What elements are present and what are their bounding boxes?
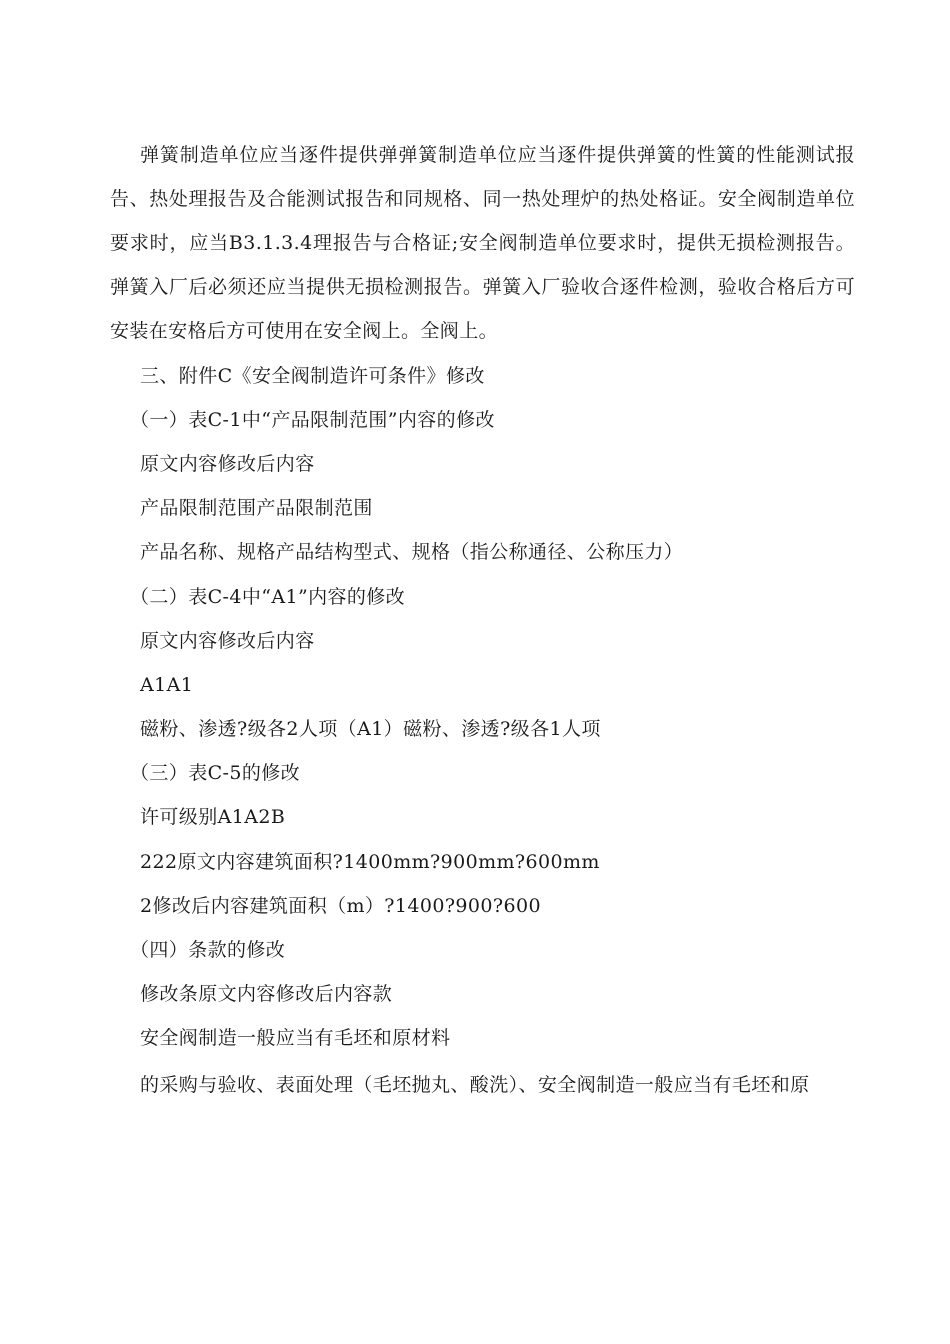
text-line: 产品名称、规格产品结构型式、规格（指公称通径、公称压力） (140, 541, 684, 563)
subsection-table-c4: （二）表C-4中“A1”内容的修改 (130, 586, 406, 608)
text-line: 原文内容修改后内容 (140, 630, 315, 652)
text-line: 修改条原文内容修改后内容款 (140, 983, 393, 1005)
text-line: 安全阀制造一般应当有毛坯和原材料 (140, 1027, 451, 1049)
section-heading-attachment-c: 三、附件C《安全阀制造许可条件》修改 (140, 365, 485, 387)
subsection-table-c5: （三）表C-5的修改 (130, 762, 301, 784)
text-line: 2修改后内容建筑面积（m）?1400?900?600 (140, 895, 541, 917)
paragraph-procurement: 的采购与验收、表面处理（毛坯抛丸、酸洗）、安全阀制造一般应当有毛坯和原 (140, 1074, 810, 1096)
text-line: 原文内容修改后内容 (140, 453, 315, 475)
text-line: A1A1 (140, 674, 194, 696)
text-line: 许可级别A1A2B (140, 806, 286, 828)
text-line: 222原文内容建筑面积?1400mm?900mm?600mm (140, 851, 600, 873)
text-line: 产品限制范围产品限制范围 (140, 497, 373, 519)
subsection-clause-changes: （四）条款的修改 (130, 939, 286, 961)
subsection-table-c1: （一）表C-1中“产品限制范围”内容的修改 (130, 409, 495, 431)
text-line: 磁粉、渗透?级各2人项（A1）磁粉、渗透?级各1人项 (140, 718, 601, 740)
paragraph-spring-requirements: 弹簧制造单位应当逐件提供弹弹簧制造单位应当逐件提供弹簧的性簧的性能测试报告、热处理报告及合能测试报告和同规格、同一热处理炉的热处格证。安全阀制造单位要求时，应当B3.1.3.4理报告与合格证;安全阀制造单位要求时，提供无损检测报告。弹簧入厂后必须还应当提供无损检测报告。弹簧入厂验收合逐件检测，验收合格后方可安装在安格后方可使用在安全阀上。全阀上。 (110, 144, 855, 342)
